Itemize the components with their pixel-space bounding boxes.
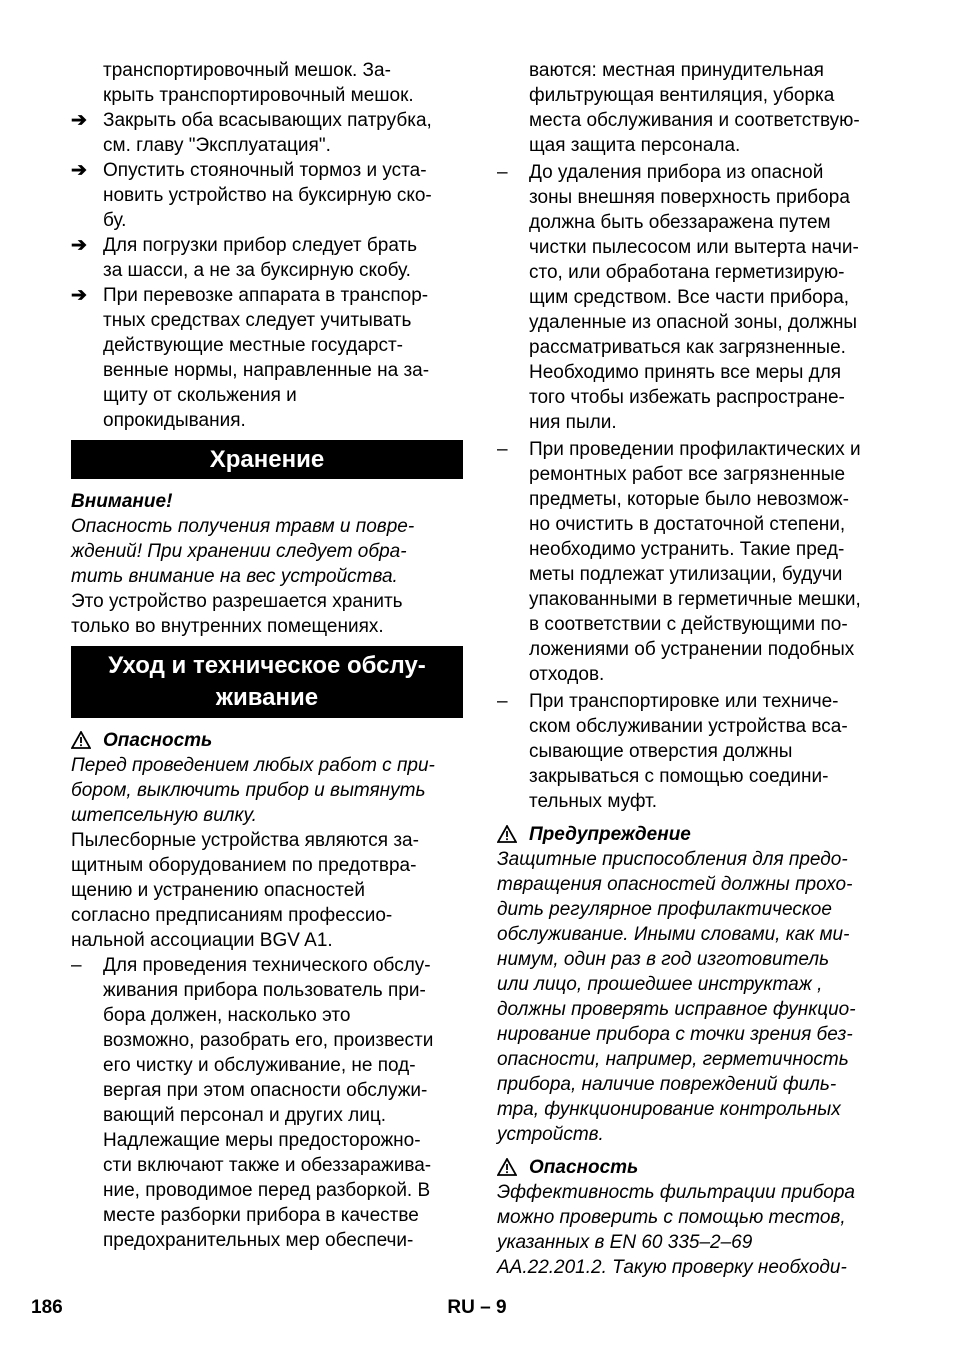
text-line: Необходимо принять все меры для [529,362,842,383]
attention-title: Внимание! [71,491,173,512]
warning-triangle-icon [71,731,91,749]
text-line: его чистку и обслуживание, не под- [103,1055,416,1076]
right-column [497,58,889,1280]
arrow-bullet-icon: ➔ [71,110,87,131]
attention-text [71,514,463,589]
text-line: вающий персонал и других лиц. [103,1105,386,1126]
text-line: нимум, один раз в год изготовитель [497,949,830,970]
arrow-list-item [71,158,463,233]
text-line: штепсельную вилку. [71,805,257,826]
text-line: необходимо устранить. Такие пред- [529,539,845,560]
dash-list-item [497,160,889,435]
text-line: можно проверить с помощью тестов, [497,1207,846,1228]
text-line: или лицо, прошедшее инструктаж , [497,974,823,995]
text-line: в соответствии с действующими по- [529,614,848,635]
text-line: но очистить в достаточной степени, [529,514,846,535]
text-line: Для погрузки прибор следует брать [103,235,418,256]
text-line: AA.22.201.2. Такую проверку необходи- [497,1257,847,1278]
text-line: меты подлежат утилизации, будучи [529,564,843,585]
arrow-list-item [71,108,463,158]
text-line: нирование прибора с точки зрения без- [497,1024,853,1045]
arrow-list [71,108,463,433]
text-line: венные нормы, направленные на за- [103,360,430,381]
text-line: устройств. [497,1124,604,1145]
text-line: живание [215,684,319,711]
text-line: рассматриваться как загрязненные. [529,337,846,358]
text-line: щим средством. Все части прибора, [529,287,850,308]
text-line: вергая при этом опасности обслужи- [103,1080,428,1101]
text-line: опрокидывания. [103,410,246,431]
danger-title: Опасность [103,730,213,751]
text-line: новить устройство на буксирную ско- [103,185,432,206]
text-line: удаленные из опасной зоны, должны [529,312,858,333]
text-line: ждений! При хранении следует обра- [71,541,407,562]
text-line: До удаления прибора из опасной [529,162,824,183]
text-line: Опасность получения травм и повре- [71,516,415,537]
arrow-bullet-icon: ➔ [71,235,87,256]
text-line: крыть транспортировочный мешок. [103,85,414,106]
left-column [71,58,463,1253]
care-heading [71,646,463,718]
text-line: опасности, например, герметичность [497,1049,849,1070]
text-line: Надлежащие меры предосторожно- [103,1130,421,1151]
danger-text [71,753,463,828]
danger-title-row [71,728,463,753]
dash-list-item [497,689,889,814]
text-line: твращения опасностей должны прохо- [497,874,853,895]
text-line: Пылесборные устройства являются за- [71,830,419,851]
storage-heading: Хранение [71,440,463,479]
text-line: обслуживание. Иными словами, как ми- [497,924,850,945]
text-line: Закрыть оба всасывающих патрубка, [103,110,432,131]
text-line: дить регулярное профилактическое [497,899,832,920]
dash-bullet: – [497,162,508,183]
warning-title: Предупреждение [529,824,691,845]
warning-title-row [497,822,889,847]
text-line: бу. [103,210,127,231]
text-line: Это устройство разрешается хранить [71,591,403,612]
text-line: Для проведения технического обслу- [103,955,431,976]
warning-triangle-icon [497,1158,517,1176]
text-line: ние, проводимое перед разборкой. В [103,1180,431,1201]
text-line: тельных муфт. [529,791,657,812]
text-line: закрываться с помощью соедини- [529,766,829,787]
text-line: При транспортировке или техниче- [529,691,839,712]
arrow-list-item [71,283,463,433]
text-line: ложениями об устранении подобных [529,639,855,660]
text-line: Перед проведением любых работ с при- [71,755,435,776]
continued-text [497,58,889,158]
text-line: указанных в EN 60 335–2–69 [497,1232,753,1253]
page-number: 186 [31,1297,63,1318]
text-line: щая защита персонала. [529,135,741,156]
intro-text [71,58,463,108]
danger2-title-row [497,1155,889,1180]
warning-triangle-icon [497,825,517,843]
dash-list [497,160,889,814]
text-line: того чтобы избежать распростране- [529,387,845,408]
text-line: ваются: местная принудительная [529,60,824,81]
text-line: отходов. [529,664,605,685]
text-line: сти включают также и обеззаражива- [103,1155,432,1176]
text-line: щению и устранению опасностей [71,880,365,901]
text-line: зоны внешняя поверхность прибора [529,187,850,208]
storage-text [71,589,463,639]
arrow-list-item [71,233,463,283]
text-line: При перевозке аппарата в транспор- [103,285,429,306]
text-line: только во внутренних помещениях. [71,616,384,637]
dash-bullet: – [497,439,508,460]
text-line: Эффективность фильтрации прибора [497,1182,855,1203]
text-line: возможно, разобрать его, произвести [103,1030,434,1051]
text-line: действующие местные государст- [103,335,404,356]
text-line: Защитные приспособления для предо- [497,849,848,870]
text-line: сывающие отверстия должны [529,741,793,762]
text-line: чистки пылесосом или вытерта начи- [529,237,859,258]
body-text [71,828,463,953]
text-line: тить внимание на вес устройства. [71,566,398,587]
text-line: живания прибора пользователь при- [103,980,426,1001]
text-line: транспортировочный мешок. За- [103,60,391,81]
text-line: прибора, наличие повреждений филь- [497,1074,837,1095]
text-line: должна быть обеззаражена путем [529,212,831,233]
arrow-bullet-icon: ➔ [71,160,87,181]
text-line: предохранительных мер обеспечи- [103,1230,414,1251]
warning-text [497,847,889,1147]
text-line: ния пыли. [529,412,617,433]
danger2-title: Опасность [529,1157,639,1178]
text-line: бора должен, насколько это [103,1005,351,1026]
section-label: RU – 9 [447,1297,507,1318]
dash-bullet: – [497,691,508,712]
text-line: Опустить стояночный тормоз и уста- [103,160,427,181]
text-line: фильтрующая вентиляция, уборка [529,85,835,106]
dash-list-item [497,437,889,687]
text-line: нальной ассоциации BGV A1. [71,930,333,951]
dash-bullet: – [71,955,82,976]
text-line: щитным оборудованием по предотвра- [71,855,417,876]
text-line: упакованными в герметичные мешки, [529,589,861,610]
dash-list-item [71,953,463,1253]
text-line: ремонтных работ все загрязненные [529,464,846,485]
text-line: При проведении профилактических и [529,439,861,460]
text-line: предметы, которые было невозмож- [529,489,849,510]
text-line: тных средствах следует учитывать [103,310,412,331]
text-line: месте разборки прибора в качестве [103,1205,419,1226]
text-line: сто, или обработана герметизирую- [529,262,845,283]
arrow-bullet-icon: ➔ [71,285,87,306]
text-line: тра, функционирование контрольных [497,1099,841,1120]
text-line: Уход и техническое обслу- [108,652,426,679]
text-line: согласно предписаниям профессио- [71,905,393,926]
text-line: см. главу "Эксплуатация". [103,135,331,156]
text-line: бором, выключить прибор и вытянуть [71,780,426,801]
text-line: за шасси, а не за буксирную скобу. [103,260,411,281]
text-line: щиту от скольжения и [103,385,297,406]
danger2-text [497,1180,889,1280]
text-line: места обслуживания и соответствую- [529,110,860,131]
text-line: должны проверять исправное функцио- [497,999,856,1020]
text-line: ском обслуживании устройства вса- [529,716,848,737]
